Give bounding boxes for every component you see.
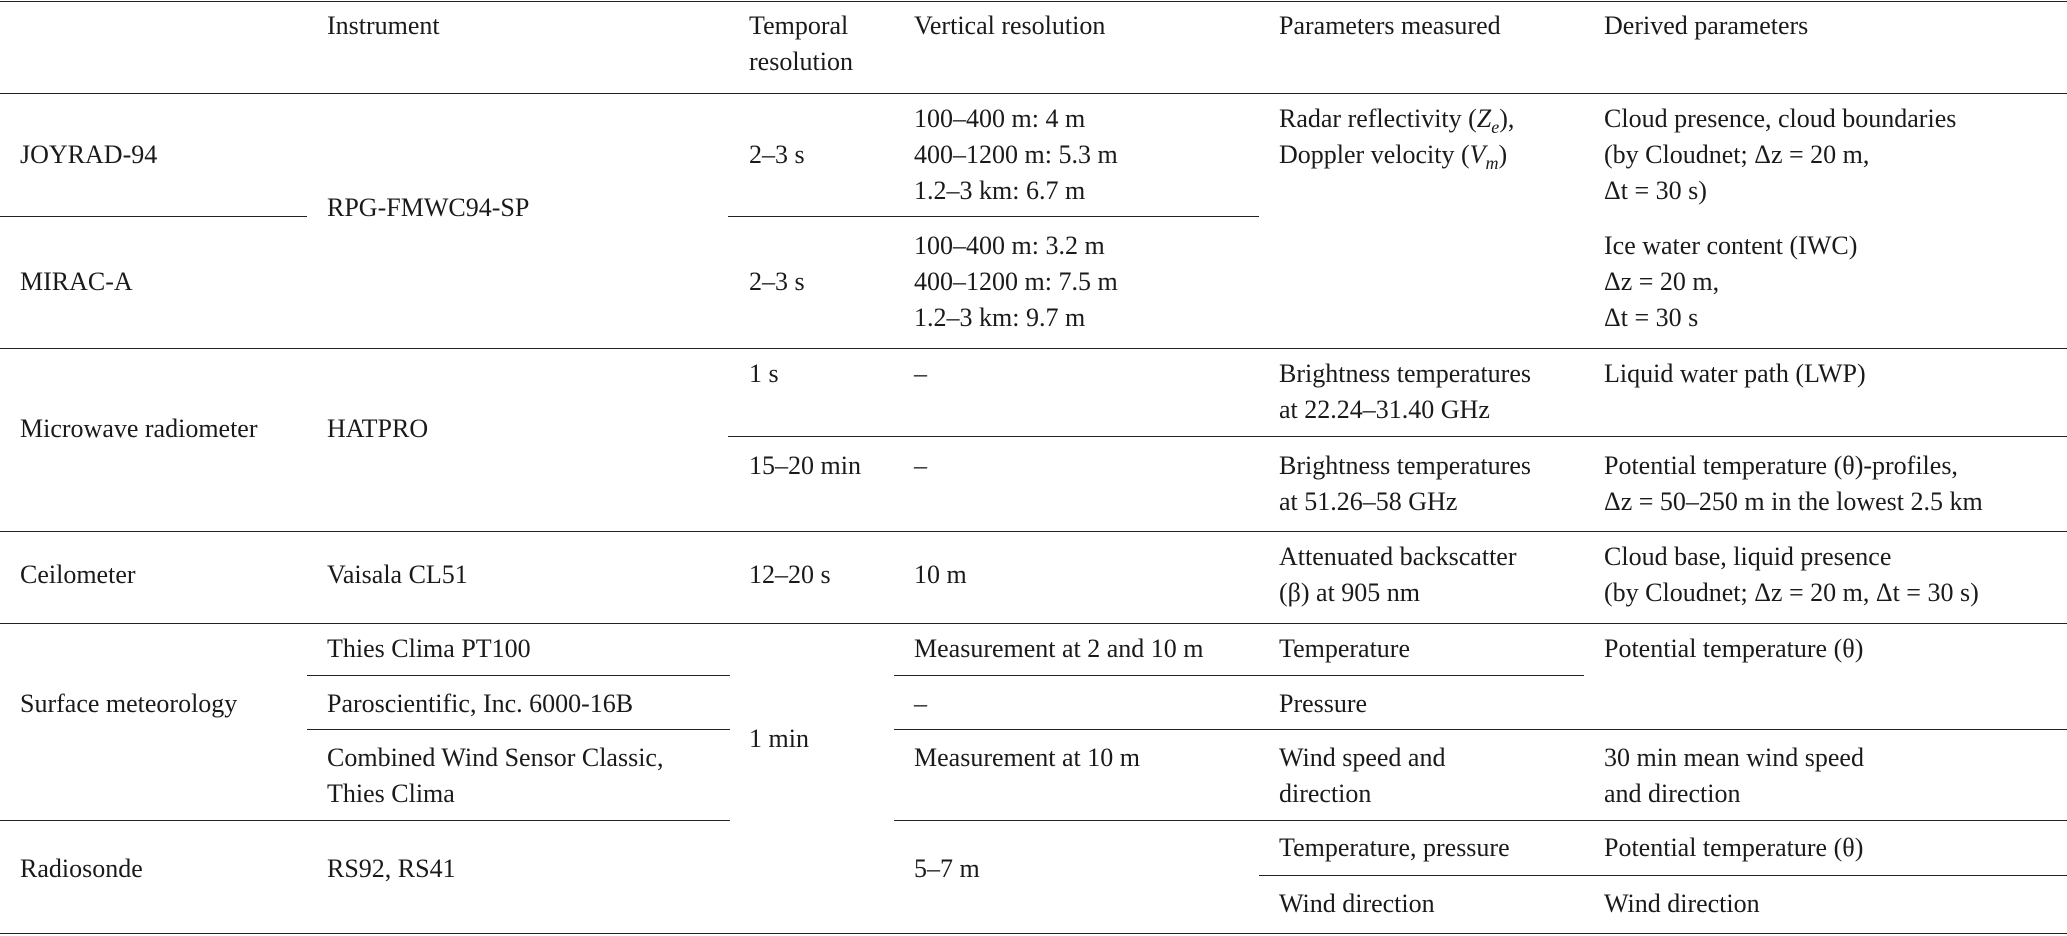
mwr-a-temporal: 1 s [749, 359, 779, 388]
mwr-b-params-2: at 51.26–58 GHz [1279, 487, 1458, 516]
row-label-surf: Surface meteorology [20, 689, 238, 718]
cloud-radar-params-1: Radar reflectivity $(Z_e)$, [1279, 104, 1515, 138]
mwr-rule [0, 531, 2067, 532]
mwr-b-vertical: – [914, 451, 927, 480]
mwr-a-vertical: – [914, 359, 927, 388]
mwr-a-params-1: Brightness temperatures [1279, 359, 1531, 388]
header-temporal-2: resolution [749, 47, 853, 76]
surf-a-rule-instr [307, 675, 730, 676]
surf-c-params-2: direction [1279, 779, 1372, 808]
mirac-derived-2: Δz = 20 m, [1604, 267, 1720, 296]
joyrad-derived-2: (by Cloudnet; Δz = 20 m, [1604, 140, 1870, 169]
surf-temporal: 1 min [749, 724, 809, 753]
ceil-temporal: 12–20 s [749, 560, 831, 589]
surf-a-params: Temperature [1279, 634, 1410, 663]
row-label-mirac: MIRAC-A [20, 267, 133, 296]
surf-b-params: Pressure [1279, 689, 1368, 718]
ceil-params-1: Attenuated backscatter [1279, 542, 1517, 571]
mwr-b-derived-1: Potential temperature (θ)-profiles, [1604, 451, 1958, 480]
surf-c-params-1: Wind speed and [1279, 743, 1446, 772]
joyrad-derived-3: Δt = 30 s) [1604, 176, 1707, 205]
mwr-b-temporal: 15–20 min [749, 451, 861, 480]
surf-a-instrument: Thies Clima PT100 [327, 634, 531, 663]
surf-c-instrument-1: Combined Wind Sensor Classic, [327, 743, 664, 772]
table-bottom-rule [0, 933, 2067, 934]
header-vertical: Vertical resolution [914, 11, 1106, 40]
joyrad-vertical-2: 400–1200 m: 5.3 m [914, 140, 1118, 169]
mwr-mid-rule [728, 436, 2067, 437]
joyrad-vertical-1: 100–400 m: 4 m [914, 104, 1086, 133]
header-instrument: Instrument [327, 11, 440, 40]
surf-b-rule-right [894, 729, 2067, 730]
header-temporal-1: Temporal [749, 11, 849, 40]
row-label-radio: Radiosonde [20, 854, 143, 883]
mirac-vertical-1: 100–400 m: 3.2 m [914, 231, 1105, 260]
row-label-ceil: Ceilometer [20, 560, 136, 589]
radio-instrument: RS92, RS41 [327, 854, 456, 883]
cloud-radar-rule [0, 348, 2067, 349]
mwr-instrument: HATPRO [327, 414, 429, 443]
radio-b-derived: Wind direction [1604, 889, 1760, 918]
mwr-a-derived: Liquid water path (LWP) [1604, 359, 1866, 388]
radio-a-derived: Potential temperature (θ) [1604, 833, 1864, 862]
mirac-vertical-2: 400–1200 m: 7.5 m [914, 267, 1118, 296]
surf-c-instrument-2: Thies Clima [327, 779, 455, 808]
joyrad-mid-rule [728, 216, 1259, 217]
ceil-vertical: 10 m [914, 560, 967, 589]
joyrad-vertical-3: 1.2–3 km: 6.7 m [914, 176, 1086, 205]
radio-vertical: 5–7 m [914, 854, 980, 883]
surf-a-rule-right [894, 675, 1584, 676]
radio-mid-rule [1259, 875, 2067, 876]
joyrad-left-rule [0, 216, 307, 217]
mwr-a-params-2: at 22.24–31.40 GHz [1279, 395, 1490, 424]
surf-b-rule-instr [307, 729, 730, 730]
joyrad-derived-1: Cloud presence, cloud boundaries [1604, 104, 1957, 133]
header-derived: Derived parameters [1604, 11, 1809, 40]
mirac-temporal: 2–3 s [749, 267, 805, 296]
row-label-mwr: Microwave radiometer [20, 414, 258, 443]
header-rule [0, 93, 2067, 94]
joyrad-temporal: 2–3 s [749, 140, 805, 169]
surf-b-vertical: – [914, 689, 927, 718]
table-top-rule [0, 1, 2067, 2]
mwr-b-params-1: Brightness temperatures [1279, 451, 1531, 480]
surf-c-vertical: Measurement at 10 m [914, 743, 1140, 772]
ceil-params-2: (β) at 905 nm [1279, 578, 1421, 607]
radio-a-params: Temperature, pressure [1279, 833, 1510, 862]
mirac-derived-3: Δt = 30 s [1604, 303, 1699, 332]
mirac-derived-1: Ice water content (IWC) [1604, 231, 1858, 260]
surf-c-derived-2: and direction [1604, 779, 1741, 808]
surf-rule-right [894, 820, 2067, 821]
header-params: Parameters measured [1279, 11, 1501, 40]
ceil-derived-1: Cloud base, liquid presence [1604, 542, 1892, 571]
cloud-radar-instrument: RPG-FMWC94-SP [327, 193, 530, 222]
ceil-derived-2: (by Cloudnet; Δz = 20 m, Δt = 30 s) [1604, 578, 1979, 607]
mirac-vertical-3: 1.2–3 km: 9.7 m [914, 303, 1086, 332]
ceil-instrument: Vaisala CL51 [327, 560, 468, 589]
radio-b-params: Wind direction [1279, 889, 1435, 918]
surf-b-instrument: Paroscientific, Inc. 6000-16B [327, 689, 634, 718]
cloud-radar-params-2: Doppler velocity $(V_m)$ [1279, 140, 1508, 174]
surf-a-derived: Potential temperature (θ) [1604, 634, 1864, 663]
surf-c-derived-1: 30 min mean wind speed [1604, 743, 1864, 772]
mwr-b-derived-2: Δz = 50–250 m in the lowest 2.5 km [1604, 487, 1983, 516]
surf-rule-left [0, 820, 730, 821]
ceil-rule [0, 623, 2067, 624]
surf-a-vertical: Measurement at 2 and 10 m [914, 634, 1204, 663]
row-label-joyrad: JOYRAD-94 [20, 140, 158, 169]
